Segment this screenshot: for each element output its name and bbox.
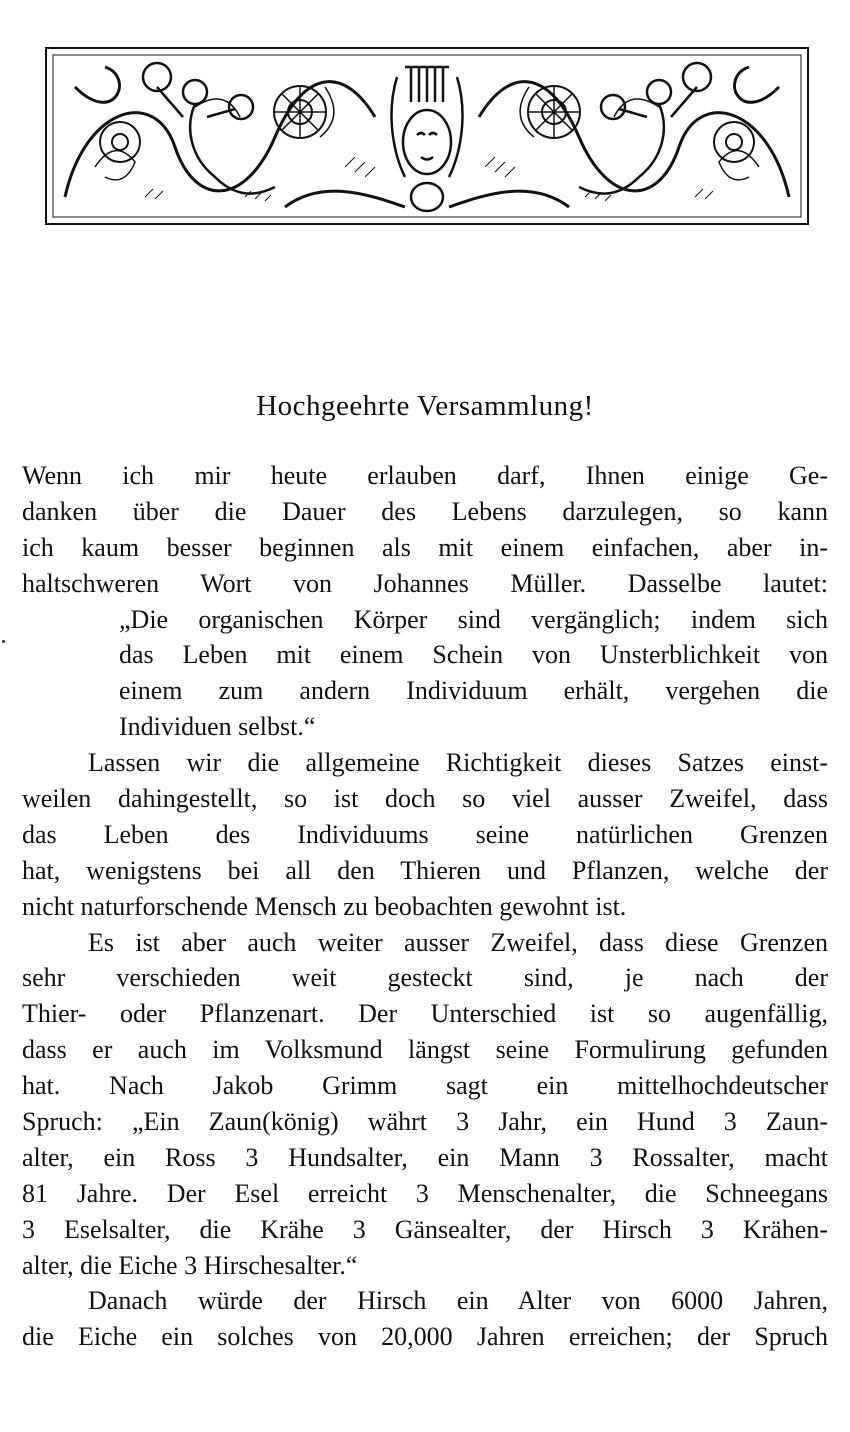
text-line: Spruch: „Ein Zaun(könig) währt 3 Jahr, ein Hund 3 Zaun- xyxy=(22,1107,828,1137)
text-line: hat. Nach Jakob Grimm sagt ein mittelhochdeutscher xyxy=(22,1071,828,1101)
text-line: ich kaum besser beginnen als mit einem einfachen, aber in- xyxy=(22,532,828,562)
text-line: 81 Jahre. Der Esel erreicht 3 Menschenalter, die Schneegans xyxy=(22,1178,828,1208)
page-heading: Hochgeehrte Versammlung! xyxy=(256,390,594,422)
text-line: sehr verschieden weit gesteckt sind, je nach der xyxy=(22,963,828,993)
text-line: Lassen wir die allgemeine Richtigkeit dieses Satzes einst- xyxy=(88,748,828,778)
text-line: einem zum andern Individuum erhält, vergehen die xyxy=(119,676,828,706)
text-line: die Eiche ein solches von 20,000 Jahren erreichen; der Spruch xyxy=(22,1322,828,1352)
decorative-ornament-banner xyxy=(45,47,809,225)
text-line: haltschweren Wort von Johannes Müller. Dasselbe lautet: xyxy=(22,568,828,598)
text-line: Individuen selbst.“ xyxy=(119,712,316,742)
margin-dot xyxy=(2,640,5,643)
text-line: hat, wenigstens bei all den Thieren und Pflanzen, welche der xyxy=(22,855,828,885)
text-line: alter, die Eiche 3 Hirschesalter.“ xyxy=(22,1250,358,1280)
text-line: danken über die Dauer des Lebens darzulegen, so kann xyxy=(22,496,828,526)
body-text xyxy=(22,458,828,1355)
text-line: Danach würde der Hirsch ein Alter von 6000 Jahren, xyxy=(88,1286,828,1316)
text-line: Thier- oder Pflanzenart. Der Unterschied ist so augenfällig, xyxy=(22,999,828,1029)
text-line: Wenn ich mir heute erlauben darf, Ihnen einige Ge- xyxy=(22,461,828,490)
text-line: Es ist aber auch weiter ausser Zweifel, dass diese Grenzen xyxy=(88,927,828,957)
text-line: 3 Eselsalter, die Krähe 3 Gänsealter, der Hirsch 3 Krähen- xyxy=(22,1214,828,1244)
text-line: „Die organischen Körper sind vergänglich; indem sich xyxy=(119,604,828,634)
text-line: weilen dahingestellt, so ist doch so viel ausser Zweifel, dass xyxy=(22,784,828,814)
text-line: dass er auch im Volksmund längst seine Formulirung gefunden xyxy=(22,1035,828,1065)
text-line: nicht naturforschende Mensch zu beobachten gewohnt ist. xyxy=(22,891,627,921)
text-line: das Leben mit einem Schein von Unsterblichkeit von xyxy=(119,640,828,670)
text-line: alter, ein Ross 3 Hundsalter, ein Mann 3 Rossalter, macht xyxy=(22,1142,828,1172)
text-line: das Leben des Individuums seine natürlichen Grenzen xyxy=(22,819,828,849)
